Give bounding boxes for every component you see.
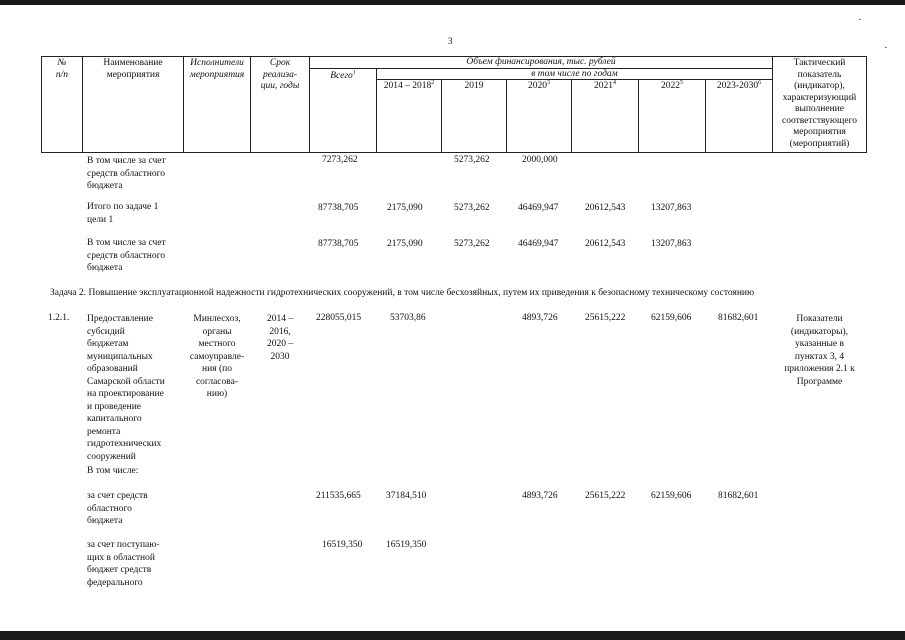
header-year-2020: 2020$^3$ <box>528 79 550 91</box>
including-label: В том числе: <box>87 466 139 476</box>
cell-total: 7273,262 <box>322 155 358 165</box>
scan-mark: · <box>858 14 862 26</box>
cell-2021: 25615,222 <box>585 313 626 323</box>
row-name: Итого по задаче 1 цели 1 <box>87 202 159 225</box>
cell-2022: 62159,606 <box>651 491 692 501</box>
header-num: № п/п <box>55 58 69 80</box>
cell-2020: 4893,726 <box>522 491 558 501</box>
item-number: 1.2.1. <box>48 313 70 323</box>
cell-2022: 62159,606 <box>651 313 692 323</box>
header-name: Наименование мероприятия <box>103 58 163 80</box>
cell-2021: 25615,222 <box>585 491 626 501</box>
header-funding: Объем финансирования, тыс. рублей <box>466 57 616 67</box>
header-year-2022: 2022$^5$ <box>661 79 683 91</box>
page-number: 3 <box>448 36 453 46</box>
header-year-2023: 2023-2030$^6$ <box>716 79 762 91</box>
cell-total: 16519,350 <box>322 540 363 550</box>
cell-2023: 81682,601 <box>718 313 759 323</box>
header-total: Всего$^1$ <box>330 69 356 81</box>
cell-2021: 20612,543 <box>585 203 626 213</box>
row-name: В том числе за счет средств областного бюджета <box>87 156 166 191</box>
item-term: 2014 – 2016, 2020 – 2030 <box>266 314 294 362</box>
sub-row-name: за счет средств областного бюджета <box>87 491 148 526</box>
row-name: В том числе за счет средств областного бюджета <box>87 238 166 273</box>
header-year-2019: 2019 <box>464 81 484 91</box>
header-year-2014: 2014 – 2018$^2$ <box>383 79 435 91</box>
header-indicator: Тактический показатель (индикатор), характеризующий выполнение соответствующего мероприятия (мероприятий) <box>782 58 857 149</box>
header-year-2021: 2021$^4$ <box>594 79 616 91</box>
item-name: Предоставление субсидий бюджетам муниципальных образований Самарской области на проектирование и проведение капитального ремонта гидротехнических сооружений <box>87 314 165 462</box>
cell-2023: 81682,601 <box>718 491 759 501</box>
cell-2019: 5273,262 <box>454 155 490 165</box>
task-2-title: Задача 2. Повышение эксплуатационной надежности гидротехнических сооружений, в том числе бесхозяйных, путем их приведения к безопасному техническому состоянию <box>50 288 755 298</box>
cell-2020: 46469,947 <box>518 203 559 213</box>
cell-total: 87738,705 <box>318 239 359 249</box>
cell-2022: 13207,863 <box>651 239 692 249</box>
cell-2014: 53703,86 <box>390 313 426 323</box>
header-by-year: в том числе по годам <box>531 69 618 79</box>
cell-2020: 4893,726 <box>522 313 558 323</box>
cell-2022: 13207,863 <box>651 203 692 213</box>
item-indicator: Показатели (индикаторы), указанные в пунктах 3, 4 приложения 2.1 к Программе <box>784 314 855 387</box>
cell-2019: 5273,262 <box>454 239 490 249</box>
cell-2020: 2000,000 <box>522 155 558 165</box>
cell-2021: 20612,543 <box>585 239 626 249</box>
header-term: Срок реализа- ции, годы <box>260 58 300 91</box>
item-executors: Минлесхоз, органы местного самоуправле- ния (по согласова- нию) <box>189 314 245 399</box>
cell-2014: 2175,090 <box>387 239 423 249</box>
cell-total: 87738,705 <box>318 203 359 213</box>
cell-total: 211535,665 <box>316 491 361 501</box>
scan-top-border <box>0 0 905 5</box>
cell-total: 228055,015 <box>316 313 362 323</box>
scan-bottom-border <box>0 631 905 640</box>
scan-mark: · <box>884 42 888 54</box>
cell-2020: 46469,947 <box>518 239 559 249</box>
cell-2014: 2175,090 <box>387 203 423 213</box>
cell-2014: 16519,350 <box>386 540 427 550</box>
sub-row-name: за счет поступаю- щих в областной бюджет средств федерального <box>87 540 160 588</box>
cell-2019: 5273,262 <box>454 203 490 213</box>
cell-2014: 37184,510 <box>386 491 427 501</box>
header-executors: Исполнители мероприятия <box>189 58 245 80</box>
